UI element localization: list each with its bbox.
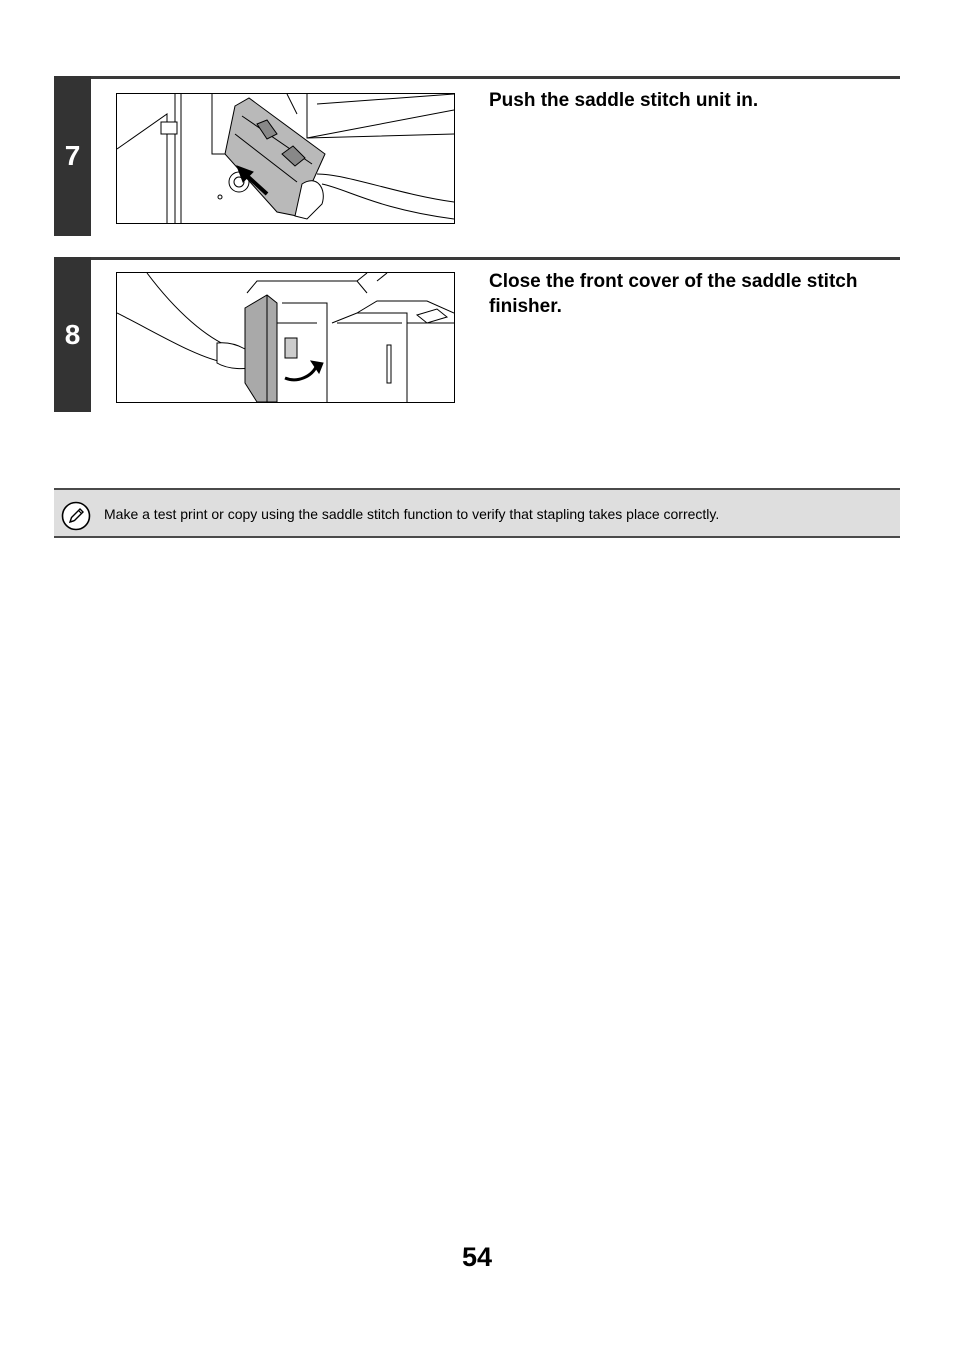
page-number: 54 bbox=[461, 1242, 493, 1272]
saddle-stitch-unit-illustration bbox=[116, 93, 455, 224]
pencil-note-icon bbox=[61, 501, 91, 531]
step-8 bbox=[54, 257, 900, 412]
step-instruction: Push the saddle stitch unit in. bbox=[489, 90, 759, 111]
note-text: Make a test print or copy using the saddle stitch function to verify that stapling takes place correctly. bbox=[104, 506, 720, 522]
close-front-cover-illustration bbox=[116, 272, 455, 403]
step-number: 7 bbox=[54, 76, 91, 236]
note-box bbox=[54, 488, 900, 538]
step-divider bbox=[91, 76, 900, 79]
step-instruction: Close the front cover of the saddle stitch finisher. bbox=[489, 271, 858, 317]
step-number: 8 bbox=[54, 257, 91, 412]
step-7 bbox=[54, 76, 900, 236]
step-divider bbox=[91, 257, 900, 260]
